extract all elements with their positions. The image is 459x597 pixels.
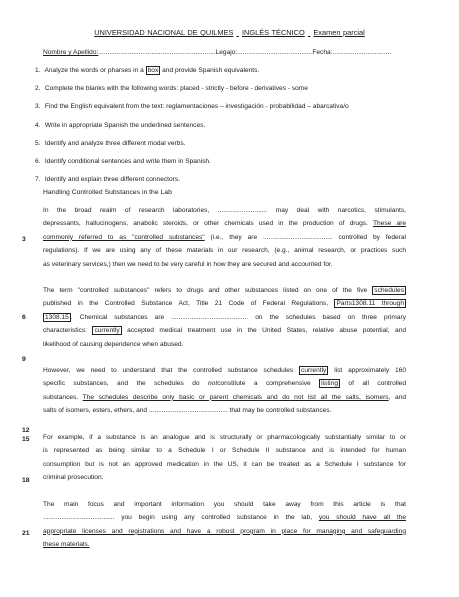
text-line	[43, 538, 406, 551]
text-line: is represented as being similar to a Schedule I or Schedule II substance and is intended for human	[43, 447, 406, 455]
text-line: substances. The schedules describe only basic or parent chemicals and do not list all the salts, isomers, and	[43, 393, 406, 401]
text-line: characteristics: currently accepted medical treatment use in the United States, relative abuse potential, and	[43, 327, 406, 335]
line-number: 9	[22, 356, 26, 363]
text-line: For example, if a substance is an analogue and is structurally or pharmacologically substantially similar to or	[43, 434, 406, 441]
section-title: Handling Controlled Substances in the Lab	[43, 189, 172, 196]
course-name: INGLÉS TÉCNICO	[241, 28, 305, 37]
text-line: consumption but is not an approved medication in the US, it can be treated as a Schedule I substance for	[43, 460, 406, 468]
boxed-term: Parts1308.11 through	[336, 300, 405, 308]
text-line: regulations). If we are using any of these materials in our research, (e.g., animal research, or practices such	[43, 247, 406, 255]
fecha-label: Fecha:	[312, 49, 333, 56]
text-line: However, we need to understand that the controlled substance schedules currently list approximately 160	[43, 367, 406, 374]
text-line: published in the Controlled Substance Act, Title 21 Code of Federal Regulations, Parts1308.11 through	[43, 300, 405, 308]
underlined-sentence: The schedules describe only basic or parent chemicals and do not list all the salts, isomers	[82, 393, 389, 401]
line-number: 12	[22, 427, 30, 434]
underlined-sentence: appropriate licenses and registrations and have a robust program in place for managing and safeguarding	[43, 527, 406, 535]
text-line: The main focus and important information you should take away from this article is that	[43, 501, 406, 508]
boxed-term: 1308.15	[45, 313, 69, 321]
boxed-example: box	[147, 67, 159, 74]
text-line: depressants, hallucinogens, anabolic steroids, or other chemicals used in the production of drugs. These are	[43, 220, 406, 228]
instruction-item: 7. Identify and explain three different connectors.	[35, 176, 180, 184]
text-line: salts of isomers, esters, ethers, and ........................................... that may be controlled substances.	[43, 407, 332, 415]
line-number: 18	[22, 477, 30, 484]
text-line: The term "controlled substances" refers to drugs and other substances listed on one of the five schedules	[43, 287, 404, 294]
instruction-item: 4. Write in appropriate Spanish the underlined sentences.	[35, 121, 206, 129]
text-line: 1308.15 . Chemical substances are .......................................... on the schedules based on three primary	[45, 313, 406, 321]
text-line: ....................................... you begin using any controlled substance in the lab, you should have all the	[43, 514, 406, 522]
underlined-sentence: you should have all the	[318, 514, 406, 522]
paragraph-2	[43, 284, 406, 351]
text-line: as veterinary services,) then we need to be very careful in how they are secured and accounted for.	[43, 260, 333, 268]
line-number: 21	[22, 530, 30, 537]
boxed-term: currently	[301, 367, 327, 374]
boxed-term: currently	[94, 327, 120, 335]
fecha-blank[interactable]: ................................	[332, 49, 392, 56]
text-line: likelihood of causing dependence when abused.	[43, 340, 184, 348]
text-line	[43, 525, 406, 538]
instructions-list	[35, 66, 435, 193]
instruction-item: 5. Identify and analyze three different modal verbs.	[35, 139, 186, 147]
underlined-sentence: These are	[372, 220, 406, 228]
exam-header	[0, 28, 459, 37]
line-number: 3	[22, 236, 26, 243]
underlined-sentence: these materials.	[43, 541, 90, 549]
text-line: commonly referred to as "controlled substances" (i.e., they are ...................................... controlled by federal	[43, 233, 406, 241]
legajo-blank[interactable]: .........................................	[237, 49, 313, 56]
paragraph-3	[43, 364, 406, 418]
paragraph-4	[43, 431, 406, 485]
student-fields	[43, 49, 423, 56]
instruction-item: 3. Find the English equivalent from the text: reglamentaciones – investigación - probabilidad – abarcativa/o	[35, 103, 349, 111]
underlined-sentence: commonly referred to as "controlled substances"	[43, 233, 205, 241]
paragraph-1	[43, 204, 406, 271]
exam-type: Examen parcial	[313, 28, 365, 37]
instruction-item: 2. Complete the blanks with the following words: placed - strictly - before - derivatives - some	[35, 85, 308, 93]
boxed-term: listing	[321, 380, 338, 388]
university-name: UNIVERSIDAD NACIONAL DE QUILMES	[94, 28, 234, 37]
instruction-item: 1. Analyze the words or pharses in a box and provide Spanish equivalents.	[35, 67, 260, 74]
text-line: criminal prosecution.	[43, 474, 104, 482]
instruction-item: 6. Identify conditional sentences and write them in Spanish.	[35, 157, 211, 165]
paragraph-5	[43, 498, 406, 552]
boxed-term: schedules	[374, 287, 404, 294]
name-label: Nombre y Apellido:	[43, 49, 99, 56]
name-blank[interactable]: ................................................................	[98, 49, 216, 56]
text-line: specific substances, and the schedules do notconstitute a comprehensive listing of all controlled	[43, 380, 406, 388]
line-number: 15	[22, 436, 30, 443]
line-number: 6	[22, 314, 26, 321]
text-line: In the broad realm of research laboratories, ........................... may deal with narcotics, stimulants,	[43, 207, 406, 214]
legajo-label: Legajo:	[215, 49, 238, 56]
